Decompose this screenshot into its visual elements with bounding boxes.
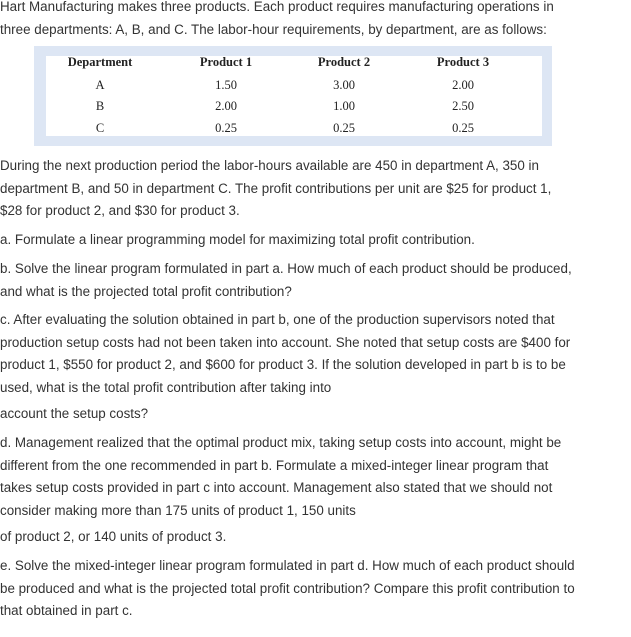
part-d-cont-line: of product 2, or 140 units of product 3.	[0, 529, 227, 544]
hours-line-2: department B, and 50 in department C. The profit contributions per unit are $25 for product 1,	[0, 180, 552, 196]
cell-dept-b: B	[95, 99, 105, 113]
part-a-paragraph	[0, 229, 631, 252]
cell-b-product-2: 1.00	[333, 99, 355, 113]
cell-c-product-1: 0.25	[215, 121, 237, 135]
cell-b-product-3: 2.50	[452, 99, 474, 113]
cell-c-product-2: 0.25	[333, 121, 355, 135]
header-product-1: Product 1	[199, 55, 253, 69]
header-product-2: Product 2	[317, 55, 371, 69]
part-b-line-1: b. Solve the linear program formulated in part a. How much of each product should be produced,	[0, 261, 572, 276]
part-c-line-3: product 1, $550 for product 2, and $600 for product 3. If the solution developed in part b is to be	[0, 357, 566, 372]
hours-line-1: During the next production period the labor-hours available are 450 in department A, 350 in	[0, 158, 539, 173]
part-e-line-2: be produced and what is the projected total profit contribution? Compare this profit contribution to	[0, 580, 575, 596]
cell-dept-c: C	[95, 121, 105, 135]
intro-paragraph	[0, 0, 631, 41]
hours-paragraph	[0, 155, 631, 223]
part-d-line-4: consider making more than 175 units of product 1, 150 units	[0, 502, 356, 518]
cell-dept-a: A	[95, 78, 105, 92]
cell-b-product-1: 2.00	[215, 99, 237, 113]
header-department: Department	[67, 55, 133, 69]
cell-c-product-3: 0.25	[452, 121, 474, 135]
part-c-paragraph	[0, 309, 631, 399]
part-c-line-4: used, what is the total profit contribution after taking into	[0, 379, 332, 395]
part-c-line-1: c. After evaluating the solution obtained in part b, one of the production supervisors noted that	[0, 312, 555, 327]
part-c-line-2: production setup costs had not been taken into account. She noted that setup costs are $400 for	[0, 334, 571, 350]
part-d-line-2: different from the one recommended in part b. Formulate a mixed-integer linear program that	[0, 457, 549, 473]
intro-line-1: Hart Manufacturing makes three products. Each product requires manufacturing operations in	[0, 0, 554, 14]
part-a-line-1: a. Formulate a linear programming model for maximizing total profit contribution.	[0, 232, 475, 247]
part-e-line-3: that obtained in part c.	[0, 603, 133, 618]
part-d-line-1: d. Management realized that the optimal product mix, taking setup costs into account, might be	[0, 435, 562, 450]
part-d-line-3: takes setup costs provided in part c into account. Management also stated that we should not	[0, 480, 553, 495]
cell-a-product-1: 1.50	[215, 78, 237, 92]
cell-a-product-2: 3.00	[333, 78, 355, 92]
part-d-paragraph	[0, 432, 631, 522]
part-e-line-1: e. Solve the mixed-integer linear program formulated in part d. How much of each product should	[0, 558, 575, 573]
part-b-line-2: and what is the projected total profit contribution?	[0, 283, 292, 299]
part-b-paragraph	[0, 258, 631, 303]
intro-line-2: three departments: A, B, and C. The labor-hour requirements, by department, are as follows:	[0, 21, 547, 37]
part-c-continuation	[0, 403, 631, 426]
header-product-3: Product 3	[436, 55, 490, 69]
part-c-cont-line: account the setup costs?	[0, 406, 149, 421]
cell-a-product-3: 2.00	[452, 78, 474, 92]
hours-line-3: $28 for product 2, and $30 for product 3.	[0, 203, 240, 218]
part-d-continuation	[0, 526, 631, 549]
part-e-paragraph	[0, 555, 631, 623]
